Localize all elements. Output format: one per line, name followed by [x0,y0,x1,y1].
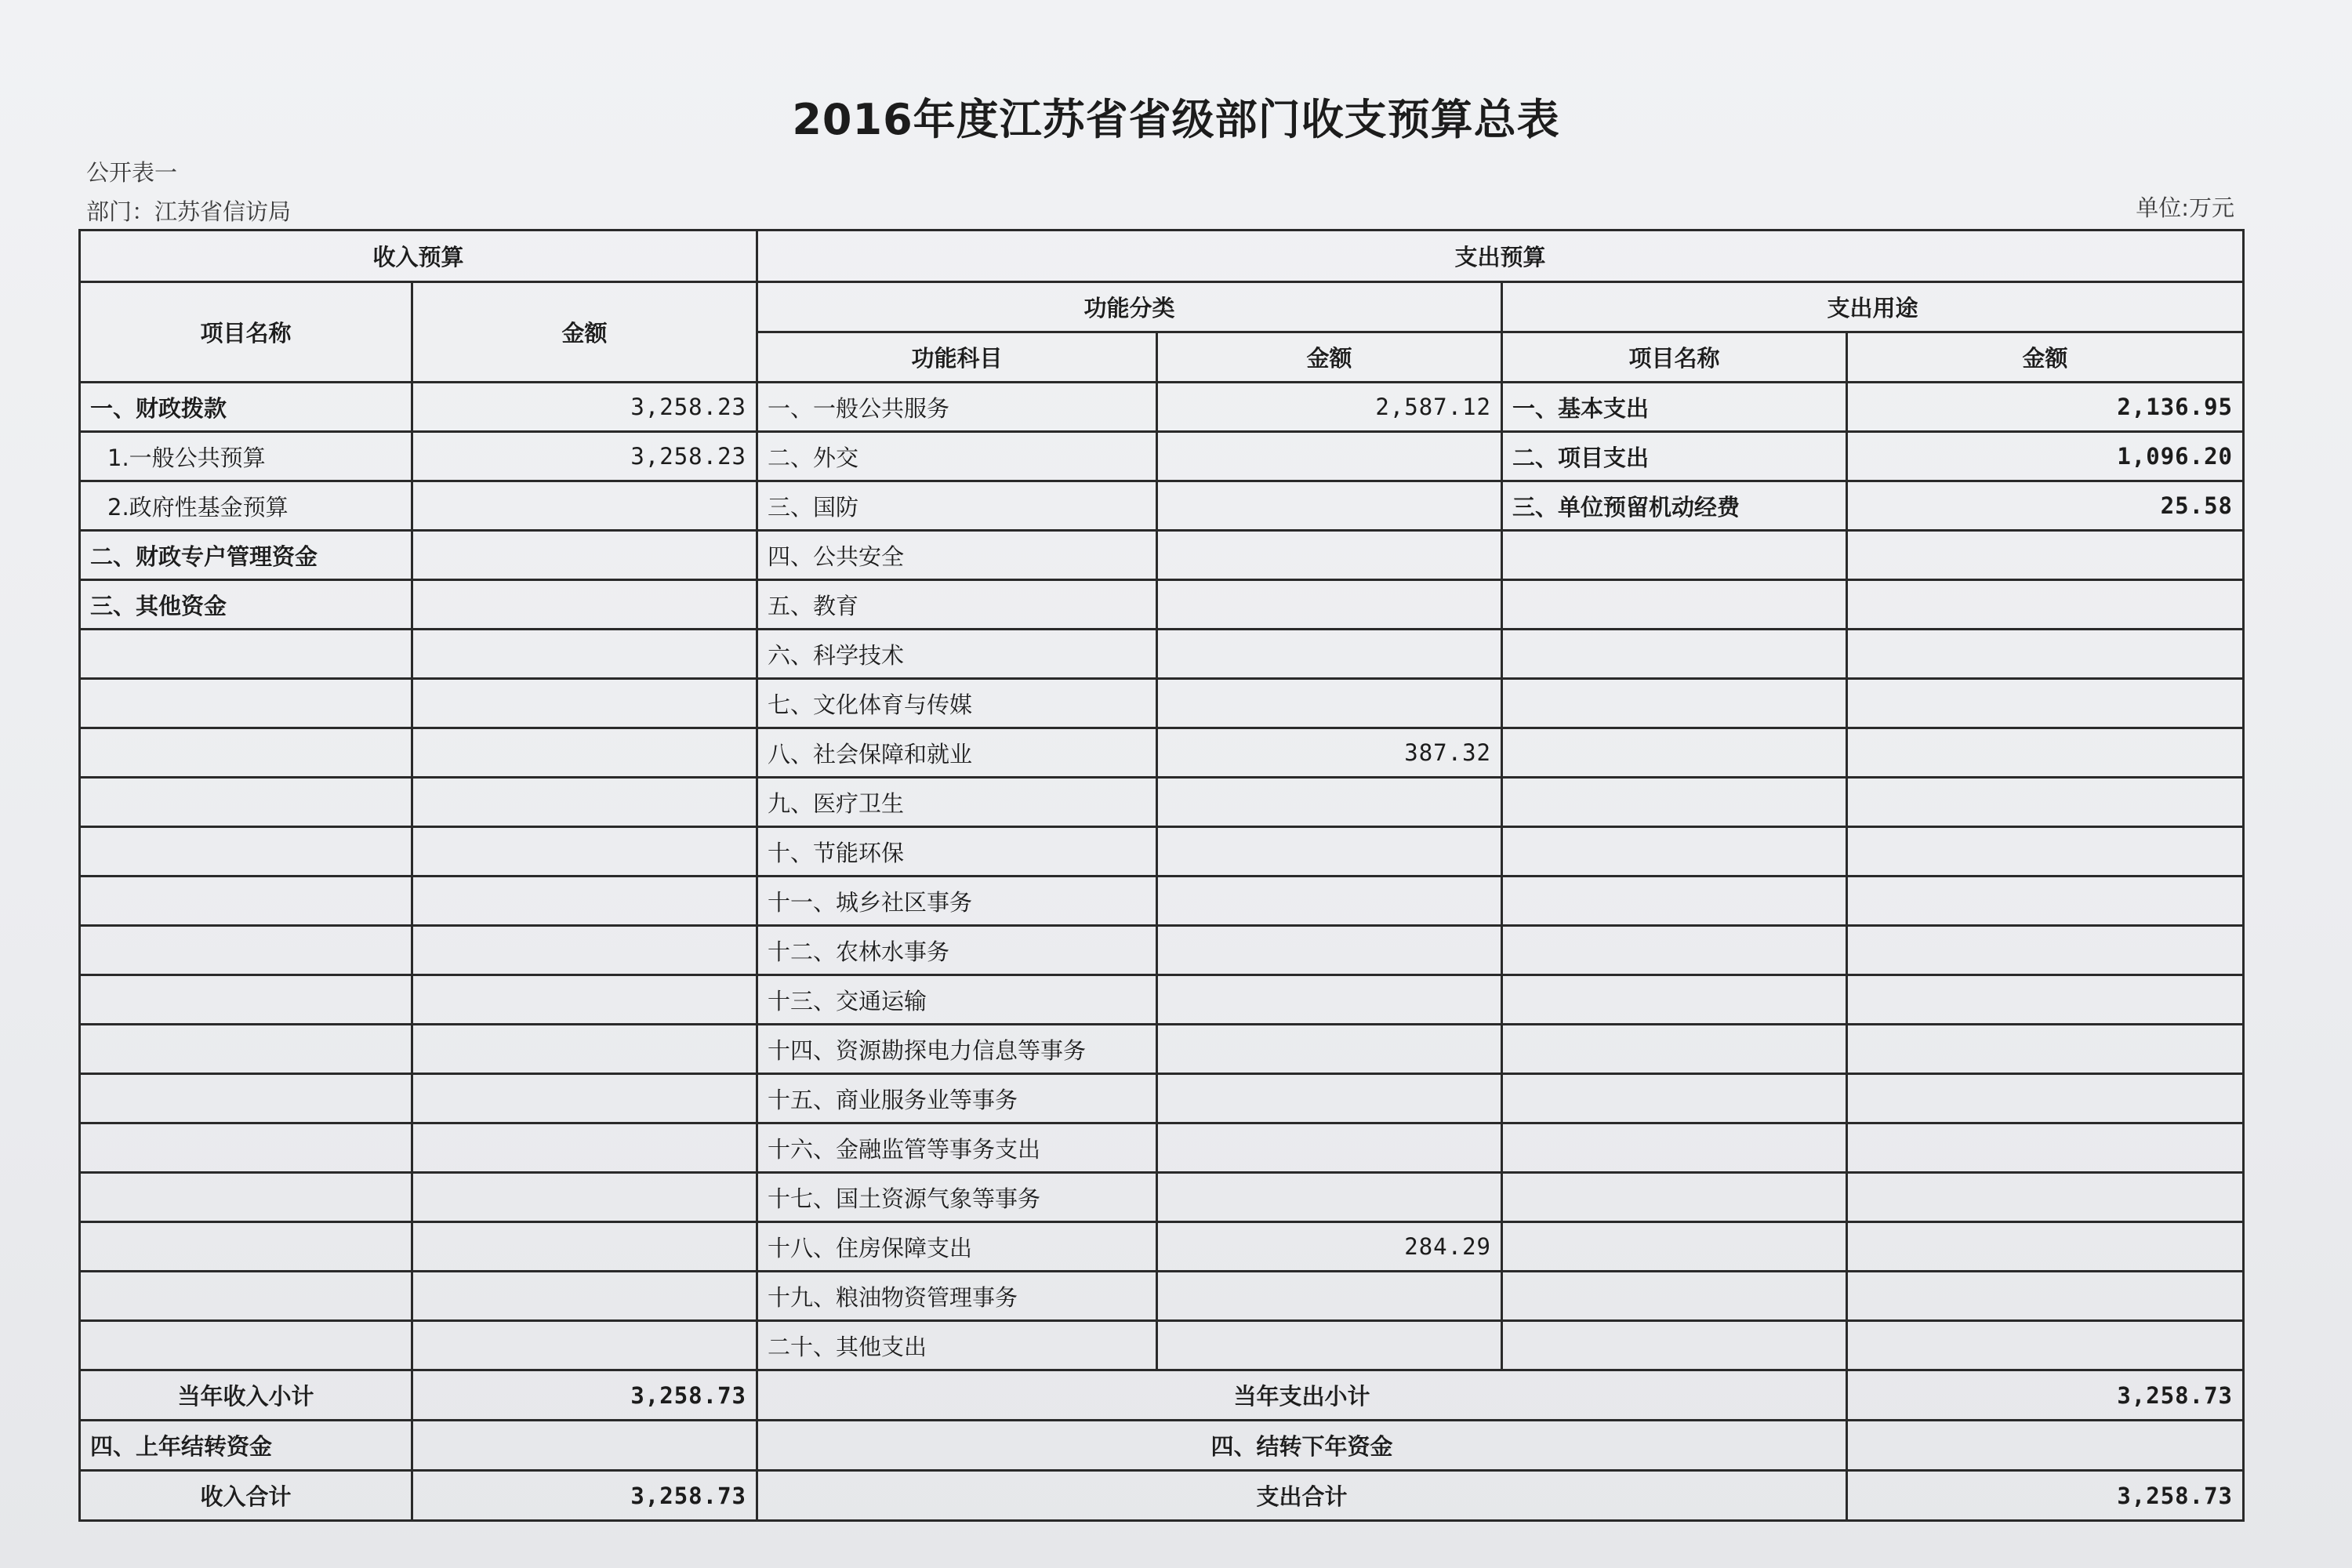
table-row [80,1025,2244,1074]
income-item-name [80,827,412,877]
function-subject-header: 功能科目 [757,332,1157,383]
use-amount [1847,1321,2244,1370]
function-amount-header: 金额 [1157,332,1502,383]
income-amount [412,877,757,926]
use-item-name [1502,975,1847,1025]
income-total-label: 收入合计 [80,1471,412,1521]
function-amount: 387.32 [1157,728,1502,778]
income-amount [412,481,757,531]
income-item-name [80,1321,412,1370]
use-amount: 2,136.95 [1847,383,2244,432]
function-amount [1157,1123,1502,1173]
use-amount [1847,679,2244,728]
use-item-name [1502,1173,1847,1222]
use-amount [1847,1222,2244,1272]
use-item-name [1502,630,1847,679]
function-amount [1157,778,1502,827]
income-amount [412,778,757,827]
expense-use-header: 支出用途 [1502,282,2244,332]
header-row-2 [80,282,2244,332]
table-row [80,877,2244,926]
function-subject: 八、社会保障和就业 [757,728,1157,778]
function-subject: 二十、其他支出 [757,1321,1157,1370]
income-item-name [80,1123,412,1173]
function-subject: 七、文化体育与传媒 [757,679,1157,728]
use-item-name [1502,531,1847,580]
form-number: 公开表一 [86,159,178,186]
use-item-name [1502,1222,1847,1272]
income-amount: 3,258.23 [412,383,757,432]
income-item-name [80,1222,412,1272]
income-amount [412,580,757,630]
subtotal-row [80,1370,2244,1421]
function-amount [1157,630,1502,679]
function-amount [1157,877,1502,926]
function-subject: 四、公共安全 [757,531,1157,580]
carryover-in-amount [412,1421,757,1471]
expense-subtotal-label: 当年支出小计 [757,1370,1847,1421]
use-amount [1847,975,2244,1025]
function-amount [1157,1272,1502,1321]
carryover-out-label: 四、结转下年资金 [757,1421,1847,1471]
function-amount [1157,827,1502,877]
income-item-name [80,728,412,778]
income-amount [412,1173,757,1222]
table-row [80,1173,2244,1222]
function-subject: 十四、资源勘探电力信息等事务 [757,1025,1157,1074]
use-amount [1847,827,2244,877]
carryover-row [80,1421,2244,1471]
function-subject: 六、科学技术 [757,630,1157,679]
function-amount [1157,1173,1502,1222]
function-subject: 十、节能环保 [757,827,1157,877]
income-amount: 3,258.23 [412,432,757,481]
expense-total-amount: 3,258.73 [1847,1471,2244,1521]
use-item-name [1502,580,1847,630]
income-item-name [80,926,412,975]
function-subject: 十七、国土资源气象等事务 [757,1173,1157,1222]
use-amount [1847,630,2244,679]
table-row [80,580,2244,630]
function-subject: 十一、城乡社区事务 [757,877,1157,926]
income-amount [412,531,757,580]
use-item-name [1502,778,1847,827]
use-amount [1847,531,2244,580]
use-amount: 1,096.20 [1847,432,2244,481]
income-amount [412,1222,757,1272]
table-row [80,481,2244,531]
use-item-name [1502,877,1847,926]
carryover-out-amount [1847,1421,2244,1471]
table-row [80,1321,2244,1370]
use-item-name: 三、单位预留机动经费 [1502,481,1847,531]
function-subject: 二、外交 [757,432,1157,481]
income-amount [412,728,757,778]
income-item-name: 2.政府性基金预算 [80,481,412,531]
income-item-name [80,1074,412,1123]
table-row [80,679,2244,728]
income-item-name [80,630,412,679]
function-subject: 十五、商业服务业等事务 [757,1074,1157,1123]
income-subtotal-amount: 3,258.73 [412,1370,757,1421]
unit-label: 单位:万元 [2136,194,2234,221]
income-item-name [80,1173,412,1222]
income-amount [412,827,757,877]
use-amount [1847,1272,2244,1321]
function-amount [1157,926,1502,975]
function-amount [1157,1025,1502,1074]
use-amount [1847,1173,2244,1222]
use-item-name [1502,1272,1847,1321]
use-item-name [1502,1025,1847,1074]
table-row [80,975,2244,1025]
use-amount-header: 金额 [1847,332,2244,383]
table-row [80,630,2244,679]
total-row [80,1471,2244,1521]
function-subject: 一、一般公共服务 [757,383,1157,432]
function-amount: 2,587.12 [1157,383,1502,432]
use-amount [1847,580,2244,630]
use-item-name [1502,1074,1847,1123]
expense-budget-header: 支出预算 [757,230,2244,282]
function-class-header: 功能分类 [757,282,1502,332]
income-amount [412,1123,757,1173]
use-amount [1847,1074,2244,1123]
income-budget-header: 收入预算 [80,230,757,282]
table-row [80,827,2244,877]
table-row [80,728,2244,778]
use-amount: 25.58 [1847,481,2244,531]
income-item-name [80,778,412,827]
use-item-name [1502,679,1847,728]
use-item-name [1502,1123,1847,1173]
function-amount [1157,481,1502,531]
income-item-name: 二、财政专户管理资金 [80,531,412,580]
table-row [80,778,2244,827]
function-amount [1157,975,1502,1025]
function-subject: 十八、住房保障支出 [757,1222,1157,1272]
income-item-name [80,877,412,926]
function-amount [1157,531,1502,580]
use-item-name [1502,728,1847,778]
use-amount [1847,728,2244,778]
income-amount [412,630,757,679]
use-item-name [1502,827,1847,877]
table-row [80,1074,2244,1123]
income-amount-header: 金额 [412,282,757,383]
income-amount [412,679,757,728]
table-row [80,926,2244,975]
income-amount [412,926,757,975]
table-row [80,531,2244,580]
use-item-name: 一、基本支出 [1502,383,1847,432]
use-amount [1847,778,2244,827]
income-subtotal-label: 当年收入小计 [80,1370,412,1421]
use-item-name: 二、项目支出 [1502,432,1847,481]
function-subject: 五、教育 [757,580,1157,630]
income-item-name: 三、其他资金 [80,580,412,630]
income-item-name [80,1272,412,1321]
income-total-amount: 3,258.73 [412,1471,757,1521]
table-row [80,1222,2244,1272]
income-amount [412,1272,757,1321]
income-amount [412,1321,757,1370]
income-item-name: 一、财政拨款 [80,383,412,432]
expense-subtotal-amount: 3,258.73 [1847,1370,2244,1421]
function-subject: 十六、金融监管等事务支出 [757,1123,1157,1173]
table-row [80,1272,2244,1321]
function-subject: 十九、粮油物资管理事务 [757,1272,1157,1321]
function-subject: 三、国防 [757,481,1157,531]
function-amount [1157,580,1502,630]
income-item-name [80,679,412,728]
function-amount [1157,679,1502,728]
table-row [80,383,2244,432]
page-title: 2016年度江苏省省级部门收支预算总表 [792,95,1560,144]
function-amount: 284.29 [1157,1222,1502,1272]
function-subject: 九、医疗卫生 [757,778,1157,827]
carryover-in-label: 四、上年结转资金 [80,1421,412,1471]
use-amount [1847,877,2244,926]
income-item-name-header: 项目名称 [80,282,412,383]
use-amount [1847,926,2244,975]
use-item-name [1502,926,1847,975]
income-item-name: 1.一般公共预算 [80,432,412,481]
income-amount [412,975,757,1025]
income-amount [412,1074,757,1123]
department-label: 部门：江苏省信访局 [86,198,292,225]
use-amount [1847,1123,2244,1173]
use-item-name [1502,1321,1847,1370]
table-row [80,1123,2244,1173]
header-row-1 [80,230,2244,282]
use-item-name-header: 项目名称 [1502,332,1847,383]
table-row [80,432,2244,481]
income-item-name [80,975,412,1025]
function-subject: 十三、交通运输 [757,975,1157,1025]
income-item-name [80,1025,412,1074]
income-amount [412,1025,757,1074]
function-amount [1157,1321,1502,1370]
expense-total-label: 支出合计 [757,1471,1847,1521]
function-amount [1157,432,1502,481]
function-amount [1157,1074,1502,1123]
function-subject: 十二、农林水事务 [757,926,1157,975]
budget-table [78,229,2245,1522]
use-amount [1847,1025,2244,1074]
